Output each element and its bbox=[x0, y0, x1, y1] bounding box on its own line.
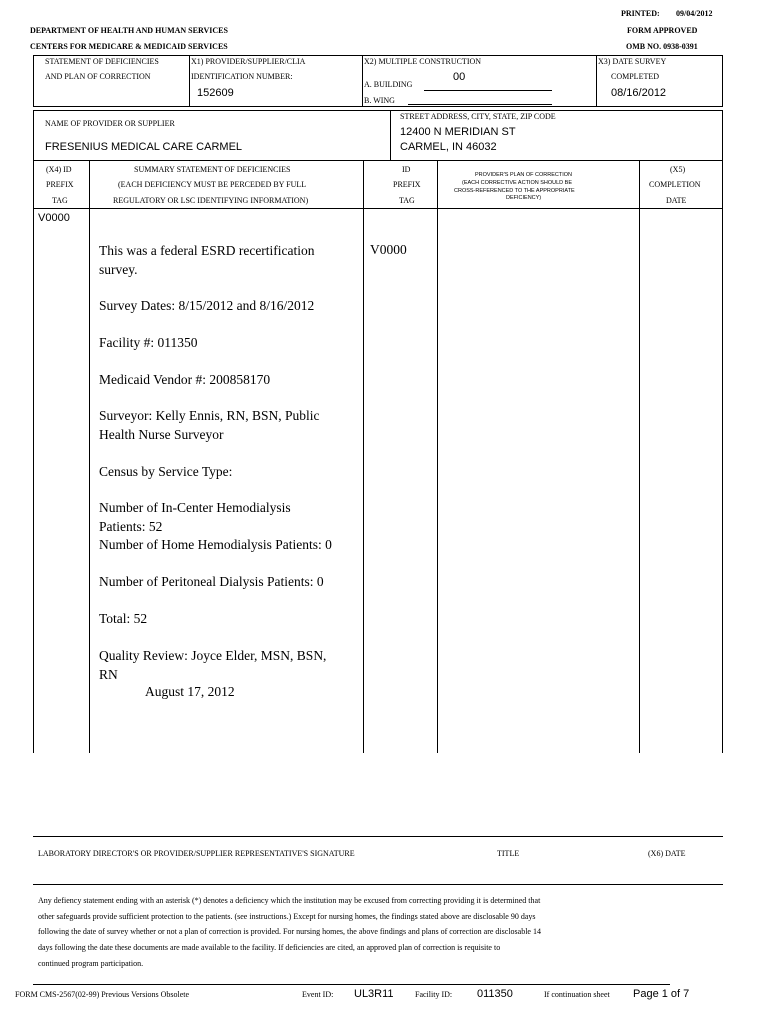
x5-header-2: COMPLETION bbox=[649, 180, 701, 189]
paragraph-census: Census by Service Type: bbox=[99, 464, 233, 479]
plan-header-3: CROSS-REFERENCED TO THE APPROPRIATE bbox=[454, 188, 575, 194]
x1-label-2: IDENTIFICATION NUMBER: bbox=[191, 72, 293, 81]
right-prefix-tag: V0000 bbox=[370, 242, 407, 257]
event-id-label: Event ID: bbox=[302, 990, 334, 999]
wing-label: B. WING bbox=[364, 96, 395, 105]
x4-header-1: (X4) ID bbox=[46, 165, 72, 174]
facility-id-label: Facility ID: bbox=[415, 990, 453, 999]
x3-label-2: COMPLETED bbox=[611, 72, 659, 81]
event-id-value: UL3R11 bbox=[354, 988, 394, 1000]
plan-header-4: DEFICIENCY) bbox=[506, 195, 542, 201]
provider-name-value: FRESENIUS MEDICAL CARE CARMEL bbox=[45, 141, 243, 153]
paragraph-peritoneal: Number of Peritoneal Dialysis Patients: 0 bbox=[99, 574, 324, 589]
provider-id-value: 152609 bbox=[197, 87, 234, 99]
page-number: Page 1 of 7 bbox=[633, 988, 690, 1000]
plan-header-1: PROVIDER'S PLAN OF CORRECTION bbox=[475, 172, 573, 178]
summary-header-3: REGULATORY OR LSC IDENTIFYING INFORMATION) bbox=[113, 196, 309, 205]
printed-date: 09/04/2012 bbox=[676, 9, 713, 18]
paragraph-surveyor: Surveyor: Kelly Ennis, RN, BSN, Public Health Nurse Surveyor bbox=[99, 408, 320, 442]
paragraph-quality-review: Quality Review: Joyce Elder, MSN, BSN, RN bbox=[99, 648, 327, 682]
omb-number: OMB NO. 0938-0391 bbox=[626, 42, 698, 51]
title-label: TITLE bbox=[497, 849, 520, 858]
building-label: A. BUILDING bbox=[364, 80, 413, 89]
department-title: DEPARTMENT OF HEALTH AND HUMAN SERVICES bbox=[30, 26, 228, 35]
disclaimer-line-3: following the date of survey whether or not a plan of correction is provided. For nursing homes, the above findings and plans of correction are disclosable 14 bbox=[38, 927, 541, 936]
paragraph-medicaid: Medicaid Vendor #: 200858170 bbox=[99, 372, 271, 387]
facility-id-value: 011350 bbox=[477, 988, 513, 1000]
x3-label: X3) DATE SURVEY bbox=[598, 57, 667, 66]
paragraph-intro: This was a federal ESRD recertification survey. bbox=[99, 243, 315, 277]
disclaimer-line-2: other safeguards provide sufficient protection to the patients. (see instructions.) Except for nursing homes, the findings stated above are disclosable 90 days bbox=[38, 912, 536, 921]
form-approved: FORM APPROVED bbox=[627, 26, 698, 35]
id-header-3: TAG bbox=[399, 196, 415, 205]
x4-header-2: PREFIX bbox=[46, 180, 74, 189]
name-label: NAME OF PROVIDER OR SUPPLIER bbox=[45, 119, 175, 128]
statement-label-2: AND PLAN OF CORRECTION bbox=[45, 72, 151, 81]
paragraph-in-center: Number of In-Center Hemodialysis Patients: 52 bbox=[99, 500, 291, 534]
paragraph-facility: Facility #: 011350 bbox=[99, 335, 198, 350]
paragraph-date: August 17, 2012 bbox=[145, 684, 235, 699]
address-line-2: CARMEL, IN 46032 bbox=[400, 141, 497, 153]
x5-header-1: (X5) bbox=[670, 165, 686, 174]
id-header-1: ID bbox=[402, 165, 411, 174]
survey-date-value: 08/16/2012 bbox=[611, 87, 667, 99]
form-number: FORM CMS-2567(02-99) Previous Versions Obsolete bbox=[15, 990, 190, 999]
address-line-1: 12400 N MERIDIAN ST bbox=[400, 126, 516, 138]
disclaimer-line-4: days following the date these documents are made available to the facility. If deficiencies are cited, an approved plan of correction is requisite to bbox=[38, 943, 501, 952]
summary-header-2: (EACH DEFICIENCY MUST BE PERCEDED BY FULL bbox=[118, 180, 307, 189]
paragraph-survey-dates: Survey Dates: 8/15/2012 and 8/16/2012 bbox=[99, 298, 315, 313]
disclaimer-line-5: continued program participation. bbox=[38, 959, 144, 968]
statement-label-1: STATEMENT OF DEFICIENCIES bbox=[45, 57, 159, 66]
x5-header-3: DATE bbox=[666, 196, 687, 205]
left-prefix-tag: V0000 bbox=[38, 212, 70, 224]
centers-title: CENTERS FOR MEDICARE & MEDICAID SERVICES bbox=[30, 42, 228, 51]
id-header-2: PREFIX bbox=[393, 180, 421, 189]
paragraph-home: Number of Home Hemodialysis Patients: 0 bbox=[99, 537, 332, 552]
disclaimer-line-1: Any defiency statement ending with an asterisk (*) denotes a deficiency which the institution may be excused from correcting providing it is determined that bbox=[38, 896, 541, 905]
plan-header-2: (EACH CORRECTIVE ACTION SHOULD BE bbox=[462, 180, 573, 186]
printed-label: PRINTED: bbox=[621, 9, 660, 18]
x1-label: X1) PROVIDER/SUPPLIER/CLIA bbox=[191, 57, 306, 66]
date-label: (X6) DATE bbox=[648, 849, 686, 858]
continuation-label: If continuation sheet bbox=[544, 990, 610, 999]
summary-header-1: SUMMARY STATEMENT OF DEFICIENCIES bbox=[134, 165, 291, 174]
x4-header-3: TAG bbox=[52, 196, 68, 205]
x2-label: X2) MULTIPLE CONSTRUCTION bbox=[364, 57, 482, 66]
signature-label: LABORATORY DIRECTOR'S OR PROVIDER/SUPPLIER REPRESENTATIVE'S SIGNATURE bbox=[38, 849, 355, 858]
address-label: STREET ADDRESS, CITY, STATE, ZIP CODE bbox=[400, 112, 556, 121]
building-value: 00 bbox=[453, 71, 466, 83]
paragraph-total: Total: 52 bbox=[99, 611, 148, 626]
